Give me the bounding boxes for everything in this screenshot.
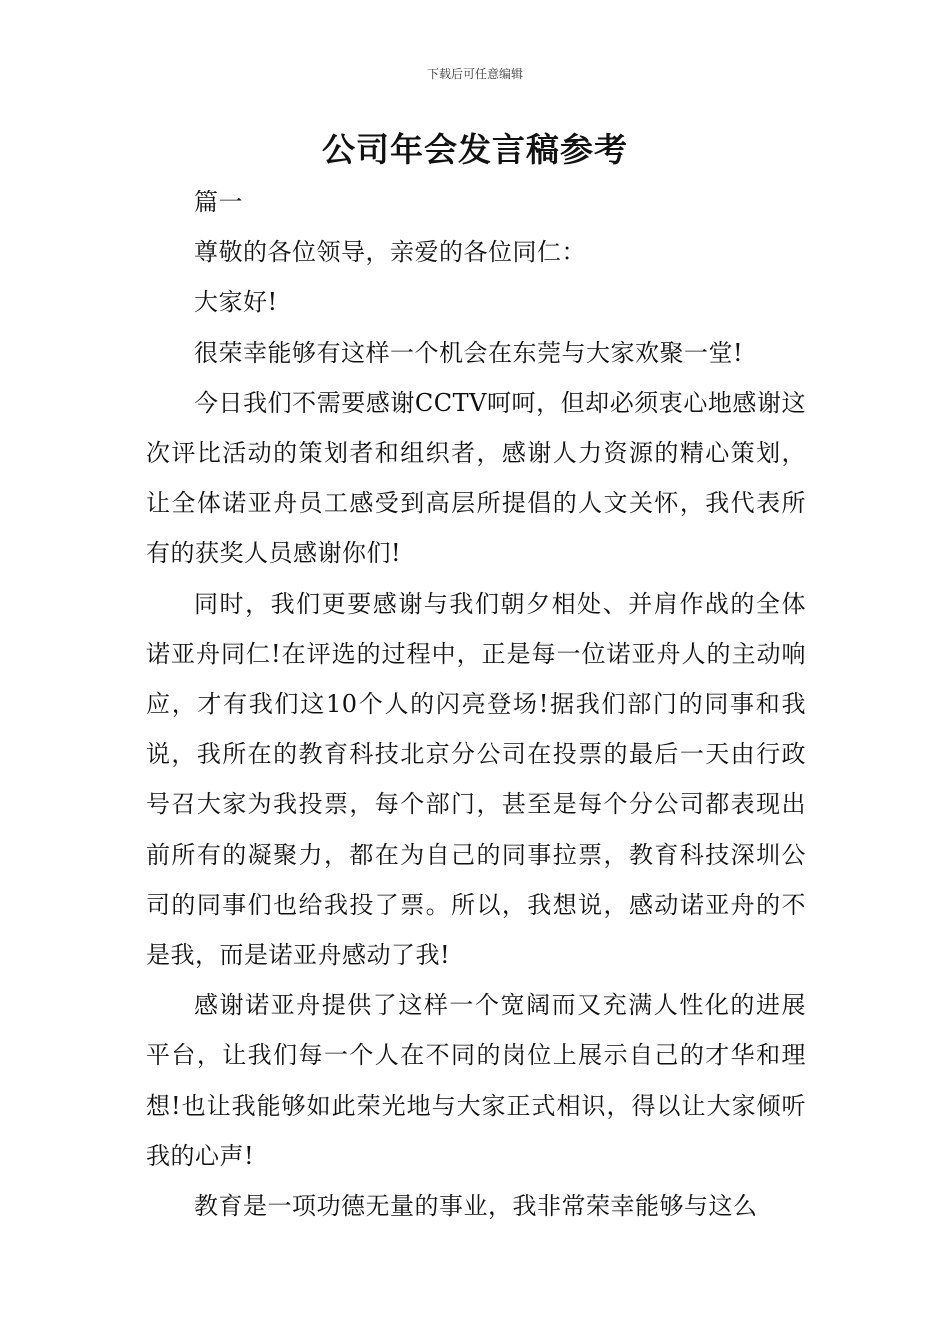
header-note: 下载后可任意编辑 bbox=[426, 67, 523, 81]
paragraph: 今日我们不需要感谢CCTV呵呵，但却必须衷心地感谢这次评比活动的策划者和组织者，感谢人力资源的精心策划，让全体诺亚舟员工感受到高层所提倡的人文关怀，我代表所有的获奖人员感谢你们! bbox=[146, 388, 806, 568]
paragraph-salutation: 尊敬的各位领导，亲爱的各位同仁： bbox=[194, 238, 586, 267]
paragraph-section-label: 篇一 bbox=[194, 188, 243, 216]
paragraph: 感谢诺亚舟提供了这样一个宽阔而又充满人性化的进展平台，让我们每一个人在不同的岗位上展示自己的才华和理想!也让我能够如此荣光地与大家正式相识，得以让大家倾听我的心声! bbox=[146, 991, 806, 1170]
document-title: 公司年会发言稿参考 bbox=[322, 130, 628, 169]
paragraph: 教育是一项功德无量的事业，我非常荣幸能够与这么 bbox=[194, 1192, 758, 1221]
paragraph: 很荣幸能够有这样一个机会在东莞与大家欢聚一堂! bbox=[194, 338, 744, 367]
paragraph-greeting: 大家好! bbox=[194, 288, 278, 317]
document-body bbox=[146, 177, 806, 1231]
paragraph: 同时，我们更要感谢与我们朝夕相处、并肩作战的全体诺亚舟同仁!在评选的过程中，正是每一位诺亚舟人的主动响应，才有我们这10个人的闪亮登场!据我们部门的同事和我说，我所在的教育科技北京分公司在投票的最后一天由行政号召大家为我投票，每个部门，甚至是每个分公司都表现出前所有的凝聚力，都在为自己的同事拉票，教育科技深圳公司的同事们也给我投了票。所以，我想说，感动诺亚舟的不是我，而是诺亚舟感动了我! bbox=[146, 589, 806, 970]
